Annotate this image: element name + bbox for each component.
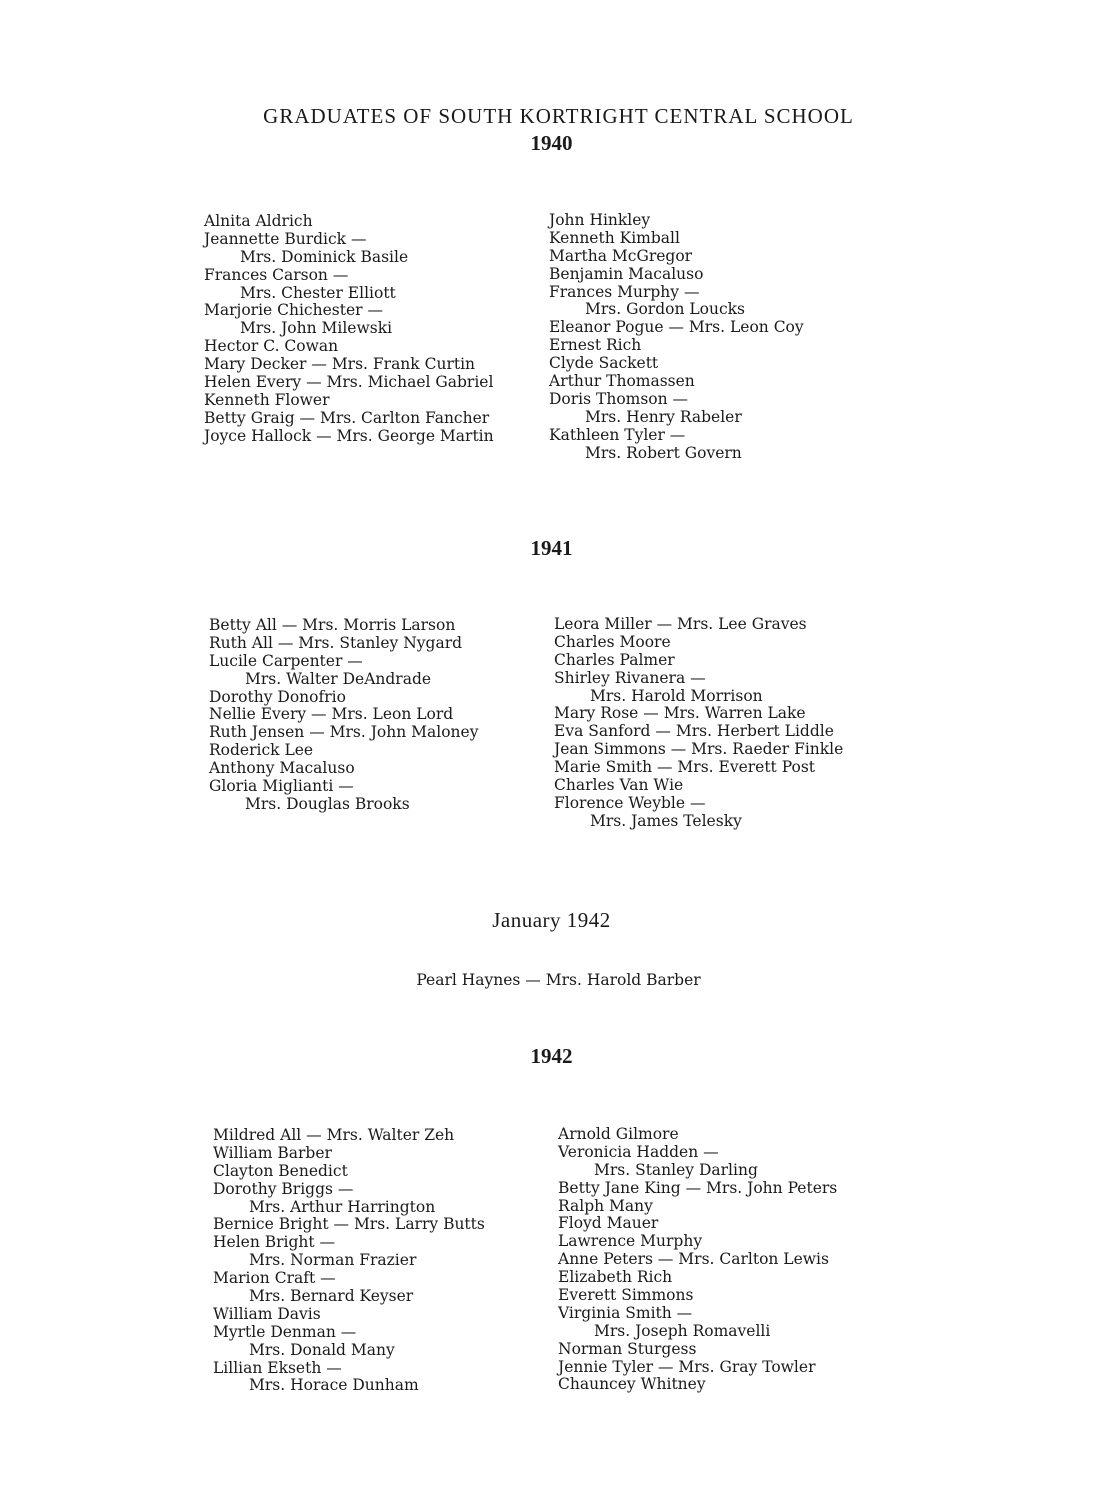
names-list-1942-left xyxy=(213,1127,485,1395)
graduate-entry: Mrs. Stanley Darling xyxy=(594,1160,758,1179)
graduate-entry: Charles Van Wie xyxy=(554,776,684,795)
graduate-entry: Everett Simmons xyxy=(558,1286,694,1305)
graduate-entry: Mrs. Horace Dunham xyxy=(249,1376,419,1395)
graduate-entry: Roderick Lee xyxy=(209,741,314,760)
graduate-entry: Arthur Thomassen xyxy=(549,372,695,391)
graduate-entry: Ernest Rich xyxy=(549,336,642,355)
graduate-entry: Betty Graig — Mrs. Carlton Fancher xyxy=(204,408,490,427)
graduate-entry: William Barber xyxy=(213,1143,332,1162)
graduate-entry: Mrs. Robert Govern xyxy=(585,443,742,462)
names-list-1940-left xyxy=(204,213,494,446)
page-title: GRADUATES OF SOUTH KORTRIGHT CENTRAL SCHOOL xyxy=(263,104,854,128)
graduate-entry: Lillian Ekseth — xyxy=(213,1358,342,1377)
graduate-entry: Betty All — Mrs. Morris Larson xyxy=(209,616,456,634)
graduate-entry: Hector C. Cowan xyxy=(204,337,339,356)
graduate-entry: Virginia Smith — xyxy=(558,1303,693,1322)
graduate-entry: Mrs. John Milewski xyxy=(240,319,393,338)
graduate-entry: Lawrence Murphy xyxy=(558,1232,703,1251)
graduate-entry: Helen Every — Mrs. Michael Gabriel xyxy=(204,373,494,392)
graduate-entry: Mary Decker — Mrs. Frank Curtin xyxy=(204,355,476,374)
single-entry-january-1942: Pearl Haynes — Mrs. Harold Barber xyxy=(416,971,701,989)
graduate-entry: Florence Weyble — xyxy=(554,793,706,812)
graduate-entry: Benjamin Macaluso xyxy=(549,264,704,283)
names-list-1941-left xyxy=(209,617,478,814)
graduate-entry: Frances Murphy — xyxy=(549,282,700,301)
names-list-1940-right xyxy=(549,212,804,462)
graduate-entry: Jennie Tyler — Mrs. Gray Towler xyxy=(558,1357,816,1376)
graduate-entry: Mrs. James Telesky xyxy=(590,811,742,830)
graduate-entry: Elizabeth Rich xyxy=(558,1268,673,1287)
graduate-entry: Mrs. Arthur Harrington xyxy=(249,1197,436,1216)
graduate-entry: Mrs. Donald Many xyxy=(249,1340,395,1359)
graduate-entry: Charles Moore xyxy=(554,632,671,651)
graduate-entry: Mrs. Norman Frazier xyxy=(249,1251,417,1270)
graduate-entry: Anthony Macaluso xyxy=(209,759,355,778)
graduate-entry: Marion Craft — xyxy=(213,1269,336,1288)
graduate-entry: Mrs. Dominick Basile xyxy=(240,247,409,266)
graduate-entry: Mrs. Joseph Romavelli xyxy=(594,1321,771,1340)
graduate-entry: Nellie Every — Mrs. Leon Lord xyxy=(209,705,454,724)
graduate-entry: Clayton Benedict xyxy=(213,1161,348,1180)
section-heading-january-1942: January 1942 xyxy=(492,908,611,932)
graduate-entry: Leora Miller — Mrs. Lee Graves xyxy=(554,615,807,633)
graduate-entry: Ruth All — Mrs. Stanley Nygard xyxy=(209,633,463,652)
graduate-entry: Mrs. Harold Morrison xyxy=(590,686,763,705)
graduate-entry: Joyce Hallock — Mrs. George Martin xyxy=(204,426,494,445)
graduate-entry: Chauncey Whitney xyxy=(558,1375,706,1394)
graduate-entry: Myrtle Denman — xyxy=(213,1322,357,1341)
graduate-entry: Eva Sanford — Mrs. Herbert Liddle xyxy=(554,722,834,741)
graduate-entry: Helen Bright — xyxy=(213,1233,336,1252)
graduate-entry: Lucile Carpenter — xyxy=(209,651,363,670)
graduate-entry: Bernice Bright — Mrs. Larry Butts xyxy=(213,1215,485,1234)
graduate-entry: John Hinkley xyxy=(549,211,651,229)
graduate-entry: Marie Smith — Mrs. Everett Post xyxy=(554,758,816,777)
graduate-entry: Marjorie Chichester — xyxy=(204,301,383,320)
graduate-entry: Shirley Rivanera — xyxy=(554,668,706,687)
graduate-entry: Arnold Gilmore xyxy=(558,1125,679,1143)
graduate-entry: Doris Thomson — xyxy=(549,389,689,408)
graduate-entry: Dorothy Briggs — xyxy=(213,1179,354,1198)
graduate-entry: Jeannette Burdick — xyxy=(204,229,367,248)
graduate-entry: Alnita Aldrich xyxy=(204,212,313,230)
graduate-entry: Mary Rose — Mrs. Warren Lake xyxy=(554,704,806,723)
graduate-entry: Mildred All — Mrs. Walter Zeh xyxy=(213,1126,455,1144)
graduate-entry: Mrs. Douglas Brooks xyxy=(245,794,410,813)
graduate-entry: Kathleen Tyler — xyxy=(549,425,686,444)
graduate-entry: Clyde Sackett xyxy=(549,354,659,373)
graduate-entry: Floyd Mauer xyxy=(558,1214,659,1233)
graduate-entry: Norman Sturgess xyxy=(558,1339,697,1358)
graduate-entry: Mrs. Henry Rabeler xyxy=(585,407,742,426)
graduate-entry: Charles Palmer xyxy=(554,650,675,669)
graduate-entry: Frances Carson — xyxy=(204,265,349,284)
names-list-1941-right xyxy=(554,616,843,831)
section-heading-1940: 1940 xyxy=(530,131,573,155)
section-heading-1941: 1941 xyxy=(530,536,573,560)
graduate-entry: Ralph Many xyxy=(558,1196,653,1215)
graduate-entry: Martha McGregor xyxy=(549,246,693,265)
graduate-entry: Kenneth Flower xyxy=(204,390,330,409)
graduate-entry: Mrs. Gordon Loucks xyxy=(585,300,746,319)
graduate-entry: Mrs. Walter DeAndrade xyxy=(245,669,432,688)
graduate-entry: Jean Simmons — Mrs. Raeder Finkle xyxy=(554,740,844,759)
graduate-entry: Ruth Jensen — Mrs. John Maloney xyxy=(209,723,479,742)
graduate-entry: Veronicia Hadden — xyxy=(558,1142,719,1161)
graduate-entry: Mrs. Chester Elliott xyxy=(240,283,396,302)
graduate-entry: Eleanor Pogue — Mrs. Leon Coy xyxy=(549,318,804,337)
names-list-1942-right xyxy=(558,1126,837,1394)
graduate-entry: Dorothy Donofrio xyxy=(209,687,346,706)
graduate-entry: Betty Jane King — Mrs. John Peters xyxy=(558,1178,838,1197)
graduate-entry: William Davis xyxy=(213,1304,321,1323)
graduate-entry: Mrs. Bernard Keyser xyxy=(249,1287,414,1306)
graduate-entry: Gloria Miglianti — xyxy=(209,777,354,796)
section-heading-1942: 1942 xyxy=(530,1044,573,1068)
graduate-entry: Kenneth Kimball xyxy=(549,228,680,247)
graduate-entry: Anne Peters — Mrs. Carlton Lewis xyxy=(558,1250,829,1269)
